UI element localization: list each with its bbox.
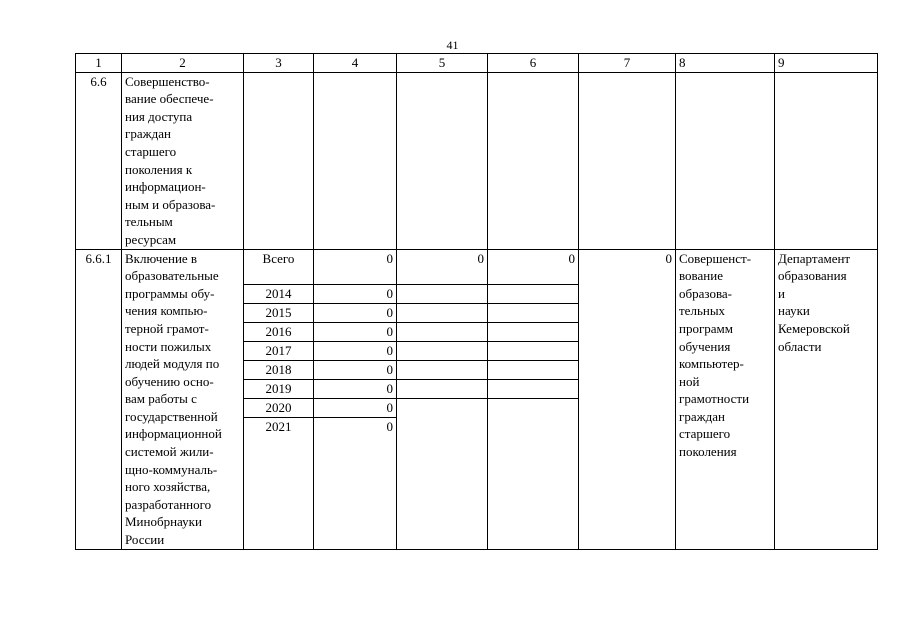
description-line: ного хозяйства, (125, 479, 211, 495)
description-line: чения компью- (125, 303, 208, 319)
title-line: Совершенство- (125, 73, 210, 89)
description-line: России (125, 532, 165, 548)
col6-values-cell (488, 249, 579, 549)
description-line: щно-коммуналь- (125, 461, 218, 477)
header-col-8: 8 (676, 54, 775, 73)
year-empty-cell (488, 322, 578, 341)
total-col5: 0 (477, 250, 484, 266)
empty-cell (397, 72, 488, 249)
title-line: граждан (125, 126, 171, 142)
col4-values-cell (314, 249, 397, 549)
row-result (676, 249, 775, 549)
year-empty-cell (397, 360, 487, 379)
result-line: старшего (679, 426, 731, 442)
year-empty-cell (488, 360, 578, 379)
result-line: обучения (679, 338, 731, 354)
year-empty-cell (397, 284, 487, 303)
empty-cell (488, 72, 579, 249)
empty-cell (579, 72, 676, 249)
year-value: 0 (314, 284, 396, 303)
title-line: ным и образова- (125, 196, 216, 212)
header-col-4: 4 (314, 54, 397, 73)
result-line: граждан (679, 408, 725, 424)
year-value: 0 (314, 322, 396, 341)
description-line: терной грамот- (125, 320, 209, 336)
description-line: образовательные (125, 268, 219, 284)
title-line: ресурсам (125, 231, 177, 247)
year-label: 2015 (244, 303, 313, 322)
result-line: поколения (679, 444, 737, 460)
executor-line: Кемеровской (778, 320, 850, 336)
description-line: людей модуля по (125, 356, 220, 372)
empty-cell (676, 72, 775, 249)
title-line: вание обеспече- (125, 91, 214, 107)
description-line: Минобрнауки (125, 514, 202, 530)
year-empty-cell (397, 341, 487, 360)
year-label: 2020 (244, 398, 313, 417)
year-value: 0 (314, 379, 396, 398)
description-line: информационной (125, 426, 222, 442)
title-line: поколения к (125, 161, 193, 177)
executor-line: и (778, 285, 785, 301)
result-line: тельных (679, 303, 726, 319)
header-col-2: 2 (122, 54, 244, 73)
result-line: грамотности (679, 391, 750, 407)
header-col-7: 7 (579, 54, 676, 73)
row-title (122, 72, 244, 249)
year-value: 0 (314, 398, 396, 417)
description-line: вам работы с (125, 391, 197, 407)
description-line: программы обу- (125, 285, 215, 301)
description-line: системой жили- (125, 444, 214, 460)
year-value: 0 (314, 341, 396, 360)
total-col4: 0 (386, 250, 393, 266)
description-line: разработанного (125, 496, 212, 512)
result-line: образова- (679, 285, 733, 301)
result-line: ной (679, 373, 700, 389)
total-col7: 0 (665, 250, 672, 266)
col5-values-cell (397, 249, 488, 549)
description-line: ности пожилых (125, 338, 212, 354)
title-line: ния доступа (125, 108, 193, 124)
year-empty-cell (488, 303, 578, 322)
title-line: информацион- (125, 179, 206, 195)
row-code: 6.6.1 (76, 249, 122, 549)
description-line: государственной (125, 408, 218, 424)
year-empty-cell (397, 398, 487, 417)
row-executor (775, 249, 878, 549)
year-value: 0 (314, 417, 396, 436)
year-empty-cell (488, 379, 578, 398)
result-line: программ (679, 320, 734, 336)
year-label: 2016 (244, 322, 313, 341)
year-empty-cell (488, 284, 578, 303)
header-col-9: 9 (775, 54, 878, 73)
col7-values-cell (579, 249, 676, 549)
result-line: Совершенст- (679, 250, 752, 266)
title-line: тельным (125, 214, 173, 230)
row-code: 6.6 (76, 72, 122, 249)
funding-year-cell (244, 249, 314, 549)
year-empty-cell (488, 341, 578, 360)
header-row (76, 54, 878, 73)
executor-line: образования (778, 268, 847, 284)
year-empty-cell (397, 303, 487, 322)
executor-line: области (778, 338, 822, 354)
total-col6: 0 (568, 250, 575, 266)
description-line: Включение в (125, 250, 198, 266)
row-description (122, 249, 244, 549)
total-label: Всего (262, 250, 295, 266)
year-label: 2021 (244, 417, 313, 436)
result-line: вование (679, 268, 723, 284)
title-line: старшего (125, 143, 177, 159)
executor-line: науки (778, 303, 810, 319)
year-label: 2018 (244, 360, 313, 379)
year-value: 0 (314, 303, 396, 322)
year-label: 2014 (244, 284, 313, 303)
header-col-1: 1 (76, 54, 122, 73)
year-label: 2019 (244, 379, 313, 398)
empty-cell (244, 72, 314, 249)
year-label: 2017 (244, 341, 313, 360)
executor-line: Департамент (778, 250, 851, 266)
table-row-6-6 (76, 72, 878, 249)
header-col-3: 3 (244, 54, 314, 73)
header-col-6: 6 (488, 54, 579, 73)
header-col-5: 5 (397, 54, 488, 73)
empty-cell (775, 72, 878, 249)
description-line: обучению осно- (125, 373, 214, 389)
empty-cell (314, 72, 397, 249)
table-row-6-6-1 (76, 249, 878, 549)
year-value: 0 (314, 360, 396, 379)
page-number: 41 (446, 38, 459, 52)
result-line: компьютер- (679, 356, 744, 372)
year-empty-cell (488, 398, 578, 417)
program-table (75, 53, 878, 550)
year-empty-cell (397, 322, 487, 341)
year-empty-cell (397, 379, 487, 398)
